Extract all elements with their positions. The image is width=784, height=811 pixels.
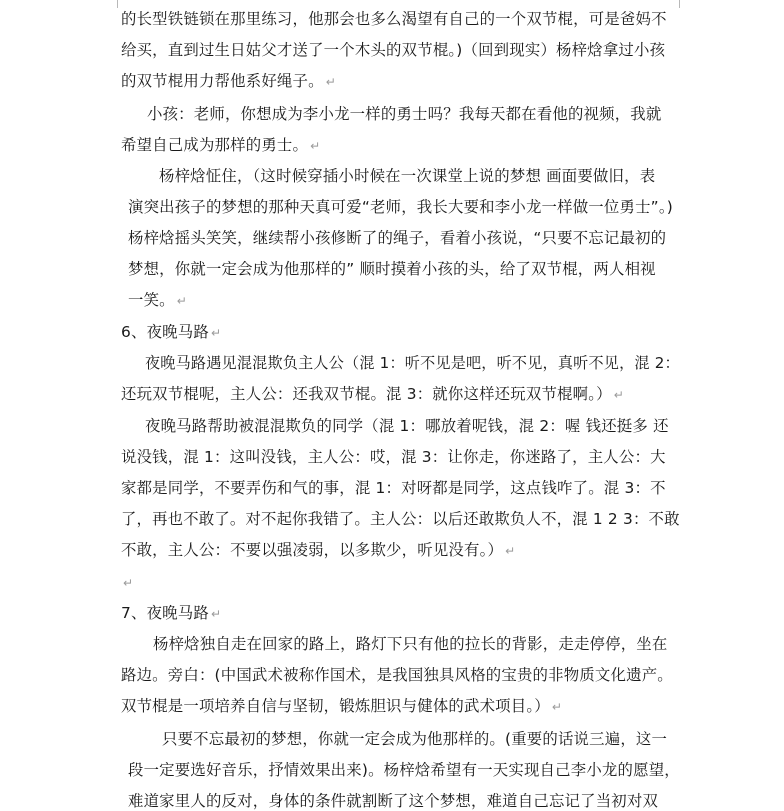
paragraph-mark: ↵ <box>210 326 222 340</box>
text-line: 杨梓焓独自走在回家的路上，路灯下只有他的拉长的背影，走走停停，坐在 <box>153 635 668 653</box>
section-heading: 6、夜晚马路 ↵ <box>121 323 222 341</box>
text-line: 双节棍是一项培养自信与坚韧，锻炼胆识与健体的武术项目。） ↵ <box>121 697 563 715</box>
text-line: 段一定要选好音乐，抒情效果出来)。杨梓焓希望有一天实现自己李小龙的愿望， <box>128 761 680 779</box>
text-line: 小孩：老师，你想成为李小龙一样的勇士吗？我每天都在看他的视频，我就 <box>147 105 662 123</box>
text-line: 说没钱，混 1：这叫没钱，主人公：哎，混 3：让你走，你迷路了，主人公：大 <box>121 448 666 466</box>
text-line: 一笑。 ↵ <box>128 291 188 309</box>
text-line: 演突出孩子的梦想的那种天真可爱“老师，我长大要和李小龙一样做一位勇士”。) <box>128 198 673 216</box>
text-line: 杨梓焓摇头笑笑，继续帮小孩修断了的绳子，看着小孩说，“只要不忘记最初的 <box>128 229 667 247</box>
text-line: 希望自己成为那样的勇士。 ↵ <box>121 136 321 154</box>
paragraph-mark: ↵ <box>325 75 336 89</box>
paragraph-mark: ↵ <box>551 700 563 714</box>
paragraph-mark: ↵ <box>123 576 134 590</box>
text-line: 夜晚马路遇见混混欺负主人公（混 1：听不见是吧，听不见，真听不见，混 2： <box>145 354 680 372</box>
text-line: 了，再也不敢了。对不起你我错了。主人公：以后还敢欺负人不，混 1 2 3：不敢 <box>121 510 680 528</box>
text-line: 不敢，主人公：不要以强凌弱，以多欺少，听见没有。） ↵ <box>121 541 516 559</box>
paragraph-mark: ↵ <box>176 294 188 308</box>
text-line: 家都是同学，不要弄伤和气的事，混 1：对呀都是同学，这点钱咋了。混 3：不 <box>121 479 666 497</box>
text-line: 给买，直到过生日姑父才送了一个木头的双节棍。)（回到现实）杨梓焓拿过小孩 <box>121 41 666 59</box>
text-line: 路边。旁白：(中国武术被称作国术，是我国独具风格的宝贵的非物质文化遗产。 <box>121 666 673 684</box>
text-line: 夜晚马路帮助被混混欺负的同学（混 1：哪放着呢钱，混 2：喔 钱还挺多 还 <box>145 417 669 435</box>
paragraph-mark: ↵ <box>505 544 516 558</box>
empty-line <box>121 572 133 593</box>
text-line: 杨梓焓怔住，（这时候穿插小时候在一次课堂上说的梦想 画面要做旧，表 <box>159 167 656 185</box>
paragraph-mark: ↵ <box>310 139 321 153</box>
paragraph-mark: ↵ <box>210 607 222 621</box>
text-line: 梦想，你就一定会成为他那样的” 顺时摸着小孩的头，给了双节棍，两人相视 <box>128 260 656 278</box>
left-margin-marker <box>117 0 118 8</box>
text-line: 只要不忘最初的梦想，你就一定会成为他那样的。(重要的话说三遍，这一 <box>162 730 668 748</box>
right-margin-marker <box>679 0 680 8</box>
section-heading: 7、夜晚马路 ↵ <box>121 604 222 622</box>
text-line: 还玩双节棍呢，主人公：还我双节棍。混 3：就你这样还玩双节棍啊。） ↵ <box>121 385 624 403</box>
text-line: 难道家里人的反对，身体的条件就割断了这个梦想，难道自己忘记了当初对双 <box>128 792 659 810</box>
text-line: 的双节棍用力帮他系好绳子。 ↵ <box>121 72 336 90</box>
text-line: 的长型铁链锁在那里练习，他那会也多么渴望有自己的一个双节棍，可是爸妈不 <box>121 10 667 28</box>
paragraph-mark: ↵ <box>613 388 624 402</box>
